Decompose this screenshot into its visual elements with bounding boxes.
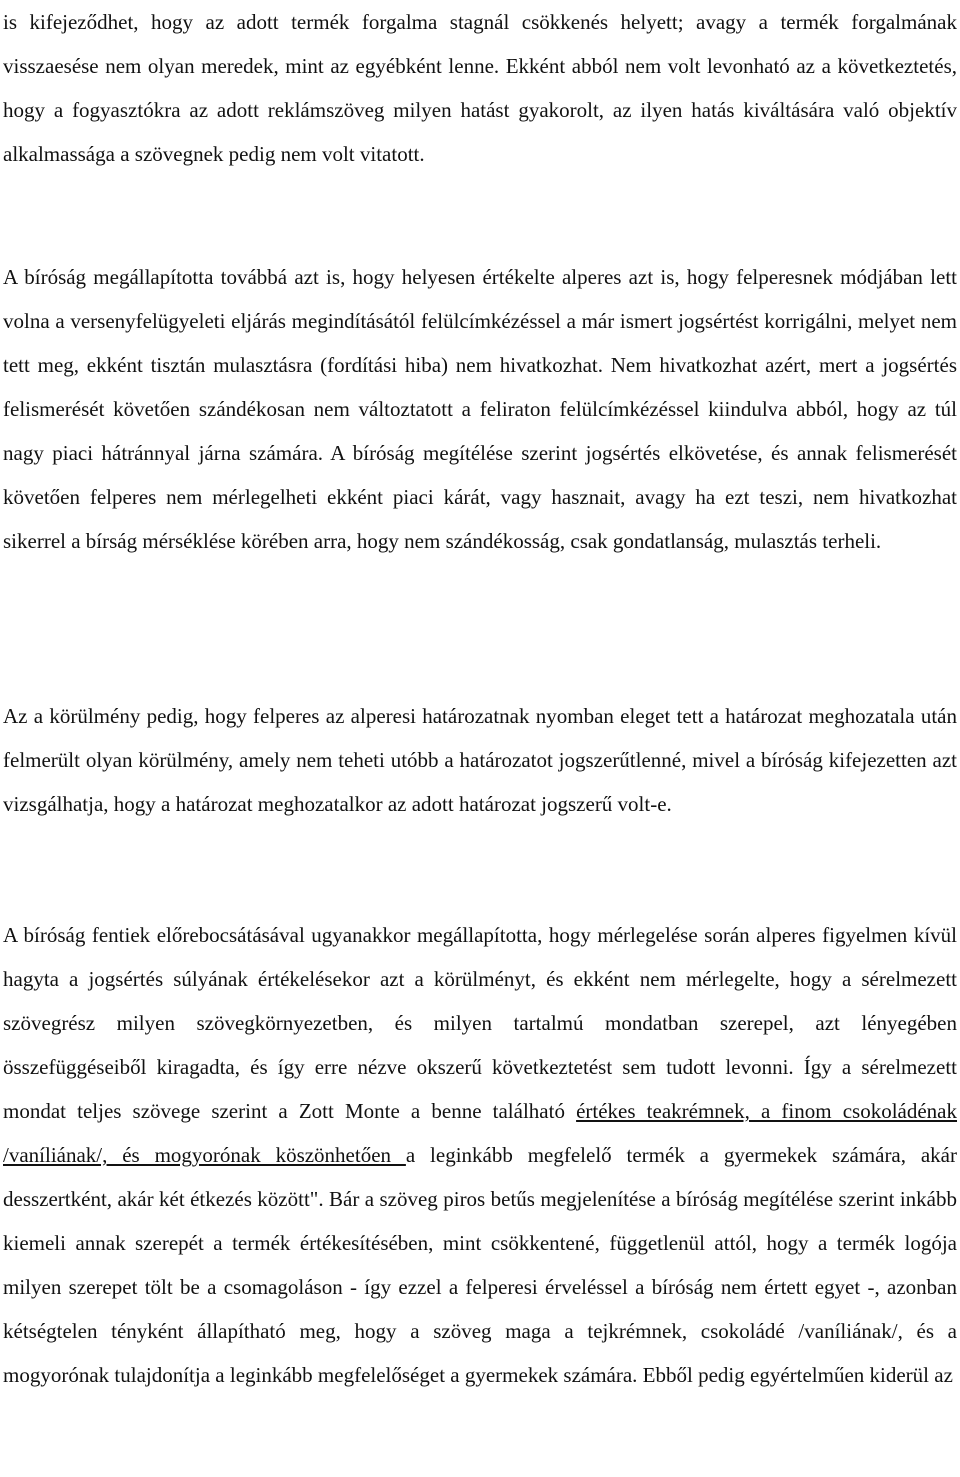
paragraph-4-text-after: a leginkább megfelelő termék a gyermekek számára, akár desszertként, akár két étkezés között". Bár a szöveg piros betűs megjelenítése a bíróság megítélése szerint inkább kiemeli annak szerepét a termék értékesítésében, mint csökkentené, függetlenül attól, hogy a termék logója milyen szerepet tölt be a csomagoláson - így ezzel a felperesi érveléssel a bíróság nem értett egyet -, azonban kétségtelen tényként állapítható meg, hogy a szöveg maga a tejkrémnek, csokoládé /vaníliának/, és a mogyorónak tulajdonítja a leginkább megfelelőséget a gyermekek számára. Ebből pedig egyértelműen kiderül az [3,1143,957,1387]
paragraph-3: Az a körülmény pedig, hogy felperes az alperesi határozatnak nyomban eleget tett a határozat meghozatala után felmerült olyan körülmény, amely nem teheti utóbb a határozatot jogszerűtlenné, mivel a bíróság kifejezetten azt vizsgálhatja, hogy a határozat meghozatalkor az adott határozat jogszerű volt-e. [3,704,957,816]
paragraph-4-text-before: A bíróság fentiek előrebocsátásával ugyanakkor megállapította, hogy mérlegelése során alperes figyelmen kívül hagyta a jogsértés súlyának értékelésekor azt a körülményt, és ekként nem mérlegelte, hogy a sérelmezett szövegrész milyen szövegkörnyezetben, és milyen tartalmú mondatban szerepel, azt lényegében összefüggéseiből kiragadta, és így erre nézve okszerű következtetést sem tudott levonni. Így a sérelmezett mondat teljes szövege szerint a Zott Monte a benne található [3,923,957,1123]
underlined-phrase: értékes teakrémnek, a finom csokoládénak /vaníliának/, és mogyorónak köszönhetően [3,1099,958,1167]
paragraph-1: is kifejeződhet, hogy az adott termék forgalma stagnál csökkenés helyett; avagy a termék forgalmának visszaesése nem olyan meredek, mint az egyébként lenne. Ekként abból nem volt levonható az a következtetés, hogy a fogyasztókra az adott reklámszöveg milyen hatást gyakorolt, az ilyen hatás kiváltására való objektív alkalmassága a szövegnek pedig nem volt vitatott. [3,10,957,166]
paragraph-2: A bíróság megállapította továbbá azt is, hogy helyesen értékelte alperes azt is, hogy felperesnek módjában lett volna a versenyfelügyeleti eljárás megindításától felülcímkézéssel a már ismert jogsértést korrigálni, melyet nem tett meg, ekként tisztán mulasztásra (fordítási hiba) nem hivatkozhat. Nem hivatkozhat azért, mert a jogsértés felismerését követően szándékosan nem változtatott a feliraton felülcímkézéssel kiindulva abból, hogy az túl nagy piaci hátránnyal járna számára. A bíróság megítélése szerint jogsértés elkövetése, és annak felismerését követően felperes nem mérlegelheti ekként piaci kárát, vagy hasznait, avagy ha ezt teszi, nem hivatkozhat sikerrel a bírság mérséklése körében arra, hogy nem szándékosság, csak gondatlanság, mulasztás terheli. [3,265,957,553]
paragraph-4 [3,913,957,1397]
